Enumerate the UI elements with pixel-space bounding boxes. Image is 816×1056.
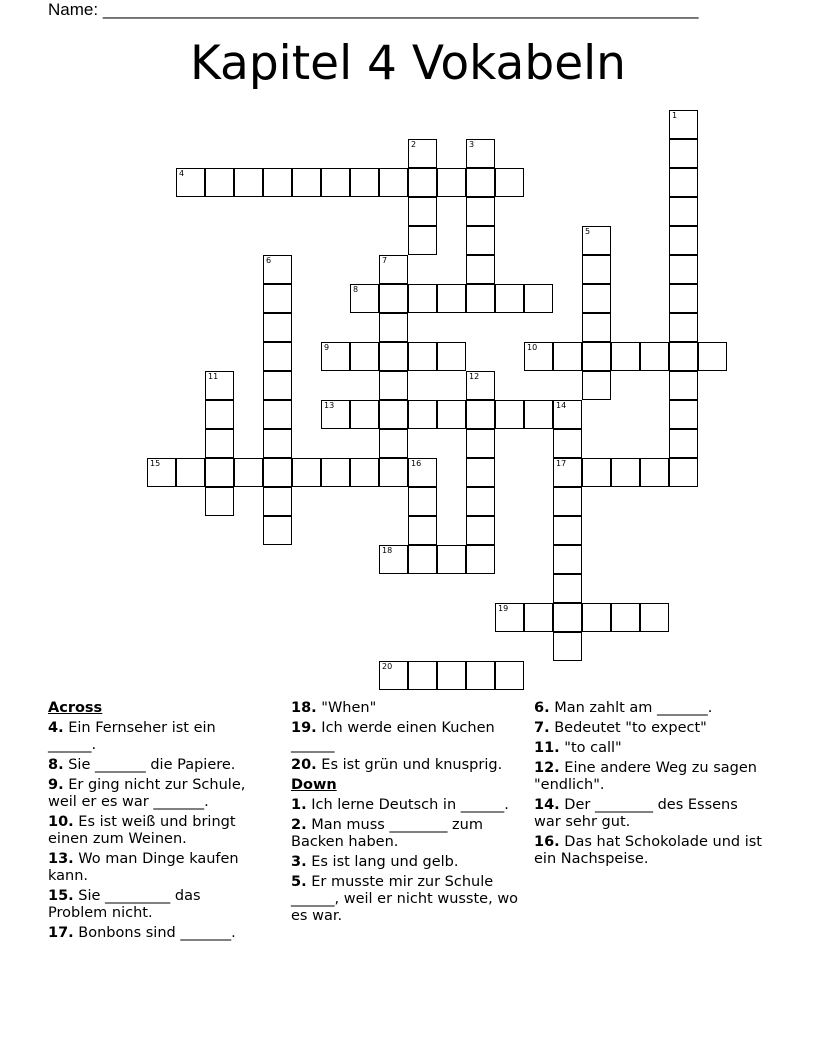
grid-cell[interactable] xyxy=(350,342,379,371)
clue-item xyxy=(534,834,766,868)
clue-number: 18 xyxy=(382,546,393,555)
grid-cell[interactable] xyxy=(205,458,234,487)
grid-cell[interactable] xyxy=(553,429,582,458)
grid-cell[interactable] xyxy=(553,516,582,545)
clue-number: 1 xyxy=(672,111,678,120)
grid-cell[interactable] xyxy=(263,400,292,429)
grid-cell[interactable] xyxy=(466,168,495,197)
grid-cell[interactable] xyxy=(553,400,582,429)
grid-cell[interactable] xyxy=(437,400,466,429)
grid-cell[interactable] xyxy=(350,400,379,429)
grid-cell[interactable] xyxy=(466,371,495,400)
clue-number: 5 xyxy=(585,227,591,236)
clue-number: 20 xyxy=(382,662,393,671)
clue-number: 15 xyxy=(150,459,161,468)
clue-item-number: 6. xyxy=(534,700,550,716)
clue-number: 2 xyxy=(411,140,417,149)
grid-cell[interactable] xyxy=(553,574,582,603)
clue-item xyxy=(48,851,263,885)
grid-cell[interactable] xyxy=(553,458,582,487)
grid-cell[interactable] xyxy=(437,545,466,574)
grid-cell[interactable] xyxy=(408,139,437,168)
clue-number: 13 xyxy=(324,401,335,410)
grid-cell[interactable] xyxy=(553,632,582,661)
clue-item-number: 19. xyxy=(291,720,317,736)
clue-item xyxy=(534,700,766,717)
grid-cell[interactable] xyxy=(379,400,408,429)
grid-cell[interactable] xyxy=(379,661,408,690)
grid-cell[interactable] xyxy=(669,342,698,371)
clue-item-text: Ein Fernseher ist ein ______. xyxy=(48,720,216,753)
clue-number: 16 xyxy=(411,459,422,468)
grid-cell[interactable] xyxy=(437,168,466,197)
grid-cell[interactable] xyxy=(582,313,611,342)
clue-item-number: 12. xyxy=(534,760,560,776)
grid-cell[interactable] xyxy=(292,458,321,487)
grid-cell[interactable] xyxy=(495,168,524,197)
grid-cell[interactable] xyxy=(669,197,698,226)
grid-cell[interactable] xyxy=(466,429,495,458)
grid-cell[interactable] xyxy=(640,603,669,632)
grid-cell[interactable] xyxy=(495,603,524,632)
clue-item-number: 16. xyxy=(534,834,560,850)
grid-cell[interactable] xyxy=(350,284,379,313)
grid-cell[interactable] xyxy=(495,284,524,313)
grid-cell[interactable] xyxy=(408,226,437,255)
grid-cell[interactable] xyxy=(408,168,437,197)
grid-cell[interactable] xyxy=(263,313,292,342)
grid-cell[interactable] xyxy=(321,400,350,429)
clue-item-number: 17. xyxy=(48,925,74,941)
grid-cell[interactable] xyxy=(379,371,408,400)
clue-item-text: Sie _________ das Problem nicht. xyxy=(48,888,201,921)
grid-cell[interactable] xyxy=(379,342,408,371)
clues-column-2 xyxy=(291,700,523,928)
grid-cell[interactable] xyxy=(611,458,640,487)
name-blank-line[interactable]: _______________________________________________________________ xyxy=(102,0,699,19)
clue-item-text: Bonbons sind _______. xyxy=(73,925,236,941)
grid-cell[interactable] xyxy=(263,168,292,197)
grid-cell[interactable] xyxy=(379,168,408,197)
grid-cell[interactable] xyxy=(176,168,205,197)
grid-cell[interactable] xyxy=(669,139,698,168)
grid-cell[interactable] xyxy=(669,110,698,139)
grid-cell[interactable] xyxy=(466,226,495,255)
clue-item-text: "to call" xyxy=(559,740,622,756)
clue-item-text: "When" xyxy=(316,700,377,716)
grid-cell[interactable] xyxy=(495,661,524,690)
clue-item-text: Ich lerne Deutsch in ______. xyxy=(306,797,509,813)
grid-cell[interactable] xyxy=(669,313,698,342)
grid-cell[interactable] xyxy=(466,487,495,516)
clue-number: 17 xyxy=(556,459,567,468)
grid-cell[interactable] xyxy=(582,458,611,487)
clue-number: 10 xyxy=(527,343,538,352)
grid-cell[interactable] xyxy=(408,545,437,574)
clue-item xyxy=(48,925,263,942)
grid-cell[interactable] xyxy=(466,458,495,487)
grid-cell[interactable] xyxy=(379,255,408,284)
grid-cell[interactable] xyxy=(553,545,582,574)
grid-cell[interactable] xyxy=(495,400,524,429)
grid-cell[interactable] xyxy=(205,429,234,458)
grid-cell[interactable] xyxy=(176,458,205,487)
grid-cell[interactable] xyxy=(669,458,698,487)
clue-item-number: 13. xyxy=(48,851,74,867)
clue-item-text: Er ging nicht zur Schule, weil er es war _______. xyxy=(48,777,246,810)
grid-cell[interactable] xyxy=(379,284,408,313)
clue-number: 3 xyxy=(469,140,475,149)
grid-cell[interactable] xyxy=(582,371,611,400)
grid-cell[interactable] xyxy=(669,371,698,400)
name-field[interactable] xyxy=(48,0,698,20)
clue-number: 6 xyxy=(266,256,272,265)
clue-item-number: 1. xyxy=(291,797,307,813)
grid-cell[interactable] xyxy=(611,603,640,632)
clue-item-text: Man zahlt am _______. xyxy=(549,700,713,716)
grid-cell[interactable] xyxy=(379,429,408,458)
grid-cell[interactable] xyxy=(553,603,582,632)
grid-cell[interactable] xyxy=(553,487,582,516)
grid-cell[interactable] xyxy=(350,458,379,487)
clue-item-number: 9. xyxy=(48,777,64,793)
grid-cell[interactable] xyxy=(669,429,698,458)
grid-cell[interactable] xyxy=(379,458,408,487)
clue-item-text: Sie _______ die Papiere. xyxy=(63,757,236,773)
clue-item-number: 3. xyxy=(291,854,307,870)
clue-number: 9 xyxy=(324,343,330,352)
clue-item-number: 8. xyxy=(48,757,64,773)
grid-cell[interactable] xyxy=(466,139,495,168)
clue-number: 4 xyxy=(179,169,185,178)
clue-item-number: 4. xyxy=(48,720,64,736)
clue-item-text: Eine andere Weg zu sagen "endlich". xyxy=(534,760,757,793)
clue-number: 14 xyxy=(556,401,567,410)
grid-cell[interactable] xyxy=(524,284,553,313)
grid-cell[interactable] xyxy=(263,284,292,313)
grid-cell[interactable] xyxy=(408,197,437,226)
clue-number: 8 xyxy=(353,285,359,294)
grid-cell[interactable] xyxy=(698,342,727,371)
grid-cell[interactable] xyxy=(263,371,292,400)
grid-cell[interactable] xyxy=(205,487,234,516)
grid-cell[interactable] xyxy=(379,313,408,342)
grid-cell[interactable] xyxy=(263,487,292,516)
grid-cell[interactable] xyxy=(640,458,669,487)
clue-item-text: Es ist weiß und bringt einen zum Weinen. xyxy=(48,814,236,847)
grid-cell[interactable] xyxy=(263,342,292,371)
grid-cell[interactable] xyxy=(669,226,698,255)
grid-cell[interactable] xyxy=(524,400,553,429)
clue-item xyxy=(48,757,263,774)
grid-cell[interactable] xyxy=(234,168,263,197)
clue-item xyxy=(534,740,766,757)
clue-item-text: Es ist lang und gelb. xyxy=(306,854,459,870)
clue-item xyxy=(291,757,523,774)
clue-item xyxy=(291,817,523,851)
clue-item xyxy=(291,854,523,871)
grid-cell[interactable] xyxy=(669,255,698,284)
grid-cell[interactable] xyxy=(263,458,292,487)
clue-item-text: Es ist grün und knusprig. xyxy=(316,757,503,773)
grid-cell[interactable] xyxy=(263,429,292,458)
clue-item-number: 20. xyxy=(291,757,317,773)
grid-cell[interactable] xyxy=(408,284,437,313)
grid-cell[interactable] xyxy=(263,255,292,284)
clue-item xyxy=(534,797,766,831)
clue-item-number: 15. xyxy=(48,888,74,904)
clue-item-number: 10. xyxy=(48,814,74,830)
grid-cell[interactable] xyxy=(669,284,698,313)
clue-item-text: Man muss ________ zum Backen haben. xyxy=(291,817,483,850)
grid-cell[interactable] xyxy=(408,487,437,516)
clue-item-number: 18. xyxy=(291,700,317,716)
clue-item xyxy=(291,700,523,717)
grid-cell[interactable] xyxy=(321,168,350,197)
grid-cell[interactable] xyxy=(234,458,263,487)
across-heading: Across xyxy=(48,700,103,716)
grid-cell[interactable] xyxy=(669,400,698,429)
grid-cell[interactable] xyxy=(321,342,350,371)
clue-item xyxy=(534,760,766,794)
grid-cell[interactable] xyxy=(466,197,495,226)
clue-item-text: Der ________ des Essens war sehr gut. xyxy=(534,797,738,830)
clue-item-number: 14. xyxy=(534,797,560,813)
clues-column-3 xyxy=(534,700,766,871)
clue-number: 7 xyxy=(382,256,388,265)
page-title: Kapitel 4 Vokabeln xyxy=(190,36,626,91)
grid-cell[interactable] xyxy=(611,342,640,371)
grid-cell[interactable] xyxy=(292,168,321,197)
grid-cell[interactable] xyxy=(205,400,234,429)
grid-cell[interactable] xyxy=(466,661,495,690)
clue-item xyxy=(48,777,263,811)
grid-cell[interactable] xyxy=(466,400,495,429)
grid-cell[interactable] xyxy=(466,545,495,574)
clues-column-1 xyxy=(48,700,263,945)
clue-item xyxy=(291,874,523,925)
grid-cell[interactable] xyxy=(408,342,437,371)
clue-item-number: 11. xyxy=(534,740,560,756)
clue-item xyxy=(291,797,523,814)
grid-cell[interactable] xyxy=(582,342,611,371)
grid-cell[interactable] xyxy=(437,661,466,690)
grid-cell[interactable] xyxy=(205,168,234,197)
grid-cell[interactable] xyxy=(408,516,437,545)
grid-cell[interactable] xyxy=(466,255,495,284)
grid-cell[interactable] xyxy=(321,458,350,487)
clue-item-text: Er musste mir zur Schule ______, weil er nicht wusste, wo es war. xyxy=(291,874,519,924)
grid-cell[interactable] xyxy=(466,284,495,313)
clue-item xyxy=(534,720,766,737)
clue-item-text: Wo man Dinge kaufen kann. xyxy=(48,851,239,884)
grid-cell[interactable] xyxy=(437,284,466,313)
down-heading: Down xyxy=(291,777,337,793)
clue-item-number: 7. xyxy=(534,720,550,736)
grid-cell[interactable] xyxy=(408,661,437,690)
grid-cell[interactable] xyxy=(582,603,611,632)
clue-number: 19 xyxy=(498,604,509,613)
grid-cell[interactable] xyxy=(408,400,437,429)
grid-cell[interactable] xyxy=(582,255,611,284)
clue-item xyxy=(48,814,263,848)
clue-number: 11 xyxy=(208,372,219,381)
clue-number: 12 xyxy=(469,372,480,381)
grid-cell[interactable] xyxy=(669,168,698,197)
name-label: Name: xyxy=(48,0,99,19)
grid-cell[interactable] xyxy=(437,342,466,371)
clue-item xyxy=(48,888,263,922)
grid-cell[interactable] xyxy=(640,342,669,371)
grid-cell[interactable] xyxy=(379,545,408,574)
clue-item xyxy=(48,720,263,754)
clue-item-text: Das hat Schokolade und ist ein Nachspeise. xyxy=(534,834,762,867)
grid-cell[interactable] xyxy=(408,458,437,487)
grid-cell[interactable] xyxy=(263,516,292,545)
grid-cell[interactable] xyxy=(553,342,582,371)
grid-cell[interactable] xyxy=(205,371,234,400)
grid-cell[interactable] xyxy=(524,342,553,371)
grid-cell[interactable] xyxy=(466,516,495,545)
grid-cell[interactable] xyxy=(582,226,611,255)
clue-item xyxy=(291,720,523,754)
grid-cell[interactable] xyxy=(524,603,553,632)
clue-item-number: 2. xyxy=(291,817,307,833)
clue-item-text: Bedeutet "to expect" xyxy=(549,720,707,736)
grid-cell[interactable] xyxy=(147,458,176,487)
clue-item-number: 5. xyxy=(291,874,307,890)
grid-cell[interactable] xyxy=(350,168,379,197)
grid-cell[interactable] xyxy=(582,284,611,313)
clue-item-text: Ich werde einen Kuchen ______ xyxy=(291,720,495,753)
